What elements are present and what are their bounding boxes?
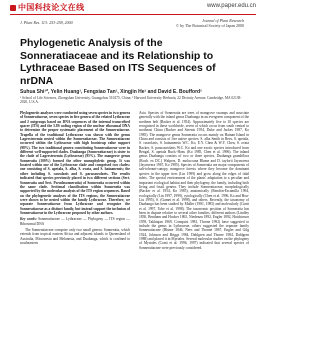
site-header — [10, 2, 256, 14]
site-logo[interactable] — [10, 2, 84, 13]
keywords-label: Key words: — [20, 217, 37, 222]
right-column — [139, 111, 249, 252]
abstract: Phylogenetic analyses were conducted using seven species in two genera of Sonneratiaceae, seven species in five genera of the related Lythraceae and 2 outgroups based on DNA sequences of the internal transcribed spacer (ITS) and the 5.8S coding region of the nuclear ribosomal DNA to determine the proper systematic placement of the Sonneratiaceae. Trapella of the traditional Lythraceae was shown with the genus Lagerstroemia nested within the Sonneratiaceae. The Sonneratiaceae occurred within the Lythraceae with high bootstrap value support (98%). The two traditional genera constituting Sonneratiaceae were in different well-supported clades. Duabanga (Sonneratiaceae) is sister to the clade of Lagerstroemia (Lythraceae) (95%). The mangrove genus Sonneratia (100%) formed the other monophyletic group. It was located within one of the Lythraceae clade and comprised two clades: one consisting of S. apetala, S. alba, S. ovata, and S. hainanensis; the other including S. caseolaris and S. paracaseolaris. The results indicated that species previously placed in two different sections (Sect. Sonneratia and Sect. Pseudosonneratia) of Sonneratia occurred within the same clade. Sectional classification within Sonneratia was supported by the molecular analysis of the ITS region sequences. Based on the phylogenetic analyses of the ITS regions, the Sonneratiaceae were shown to be nested within the family Lythraceae. Therefore, we separate Sonneratiaceae from Lythraceae and recognize the Sonneratiaceae as a distinct family, but instead support the inclusion of Sonneratiaceae in the Lythraceae proposed by other authors. — [20, 111, 130, 215]
introduction-paragraph: The Sonneratiaceae comprise only two small genera: Sonneratia, which extends from tropical eastern Africa and adjacent islands to Queensland of Australia, Micronesia and Melanesia, and Duabanga, which is confined to southeastern — [20, 227, 130, 245]
keywords: Sonneratiaceae — Lythraceae — Phylogeny — ITS region — Ribosomal DNA — [20, 217, 130, 226]
site-url-link[interactable]: www.paper.edu.cn — [206, 3, 256, 9]
article-title: Phylogenetic Analysis of the Sonneratiaceae and its Relationship to Lythraceae Based on ITS Sequences of nrDNA — [20, 37, 216, 87]
journal-citation: J. Plant Res. 113: 253-258, 2000 — [20, 20, 73, 25]
article-authors: Suhua Shi¹*, Yelin Huang¹, Fengxiao Tan¹, Xingjin He¹ and David E. Boufford² — [20, 89, 202, 95]
journal-info — [176, 18, 244, 28]
site-logo-text: 中国科技论文在线 — [18, 3, 85, 12]
keywords-line — [20, 217, 130, 226]
header-divider — [10, 14, 256, 15]
logo-mark-icon — [10, 5, 16, 11]
journal-name: Journal of Plant Research — [202, 18, 244, 23]
body-paragraph: Asia. Species of Sonneratia are trees of mangrove swamps and associate generally with the inland genus Duabanga in an evergreen component of the northern belt (Backer et al. 1954). Approximately five to 10 species are recognized in these worldwide, seven of which occur from south central to northeast China (Backer and Steenis 1954, Duke and Jackes 1987, Ko 1985). The mangrove genus Sonneratia occurs mainly on Hainan Island in China and consists of five native species: S. alba Smith in Rees, S. apetala, S. caseolaris, S. hainanensis W.C. Ko, E.Y. Chen & W.Y. Chen, S. ovata Backer, S. paracaseolaris W.C. Ko and one exotic species introduced from Bengal, S. apetala Buch.-Ham. (Ko 1985, Chen et al. 1996). The inland genus Duabanga consists of two or three species, Duabanga grandiflora (Roxb. ex DC.) Walpers, D. moluccana Blume and D. taylorii Jayaweera (Jayaweera 1967, Ko 1985). Species of Sonneratia are major components of salt-tolerant-canopy, mangrove forests where they become the dominant species in the upper tiers (Lin 1999) and grow along the edges of tidal inlets. The special environment of the plants' adaptation to a peculiar and important ecological habitat and their phylogeny, the family, including both living and fossil genera. They include Sonneratiaceae, morphologically (Backer et al. 1954, Ko 1985), anatomically (Rendón-Escamilla 1994, ecologically (Lin 1997, 1999), cytologically (Chen et al. 1996, Ko and Hou-Liu 1995), S. (Gamet et al. 1998), and others. Recently, the taxonomy of Duabanga has been studied by Muller (1981, 1985) and molecularly (Conti et al. 1997, Tobe et al. 1998). The taxonomic position of Sonneratia has been in dispute relative to several other families, different authors (Lindley 1830, Bentham and Hooker 1865, Niedenzu 1892, Engler 1892, Hutchinson 1959, Takhtajan 1969, Cronquist 1981, Thorne 1992) have suggested to include the genus in Lythraceae, others suggested the separate family Sonneratiaceae (Blume 1846, Nees and Thonné 1867, Engler and Gilg 1924, Johnson and Briggs 1984, Dahlgren and Thorne 1984, Dahlgren 1988) and placed it in Myrtales. Several molecular studies on the phylogeny of Myrtales (Conti et al. 1996, 1997) indicated that several species of Sonneratiaceae were previously considered. — [139, 111, 249, 250]
left-column — [20, 111, 130, 247]
journal-copyright: © by The Botanical Society of Japan 2000 — [176, 23, 244, 28]
article-affiliations: ¹ School of Life Sciences, Zhongshan University, Guangzhou 510275, China; ² Harvard University Herbaria, 22 Divinity Avenue, Cambridge, MA 02138-2020, U.S.A. — [20, 96, 242, 105]
